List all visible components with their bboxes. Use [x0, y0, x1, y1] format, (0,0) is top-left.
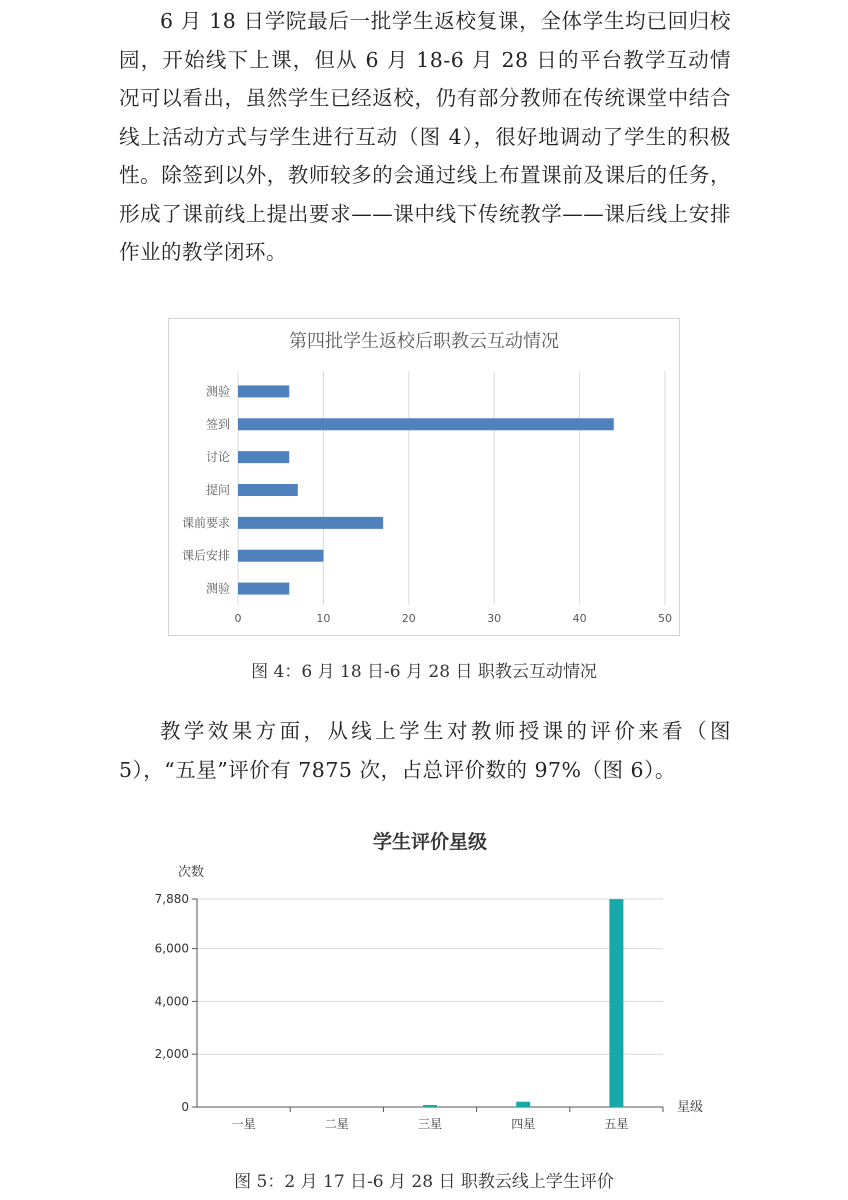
- y-axis-label: 次数: [178, 865, 205, 880]
- x-tick-label: 50: [658, 612, 672, 625]
- figure-4-caption: 图 4：6 月 18 日-6 月 28 日 职教云互动情况: [251, 662, 597, 682]
- bar: [609, 899, 623, 1107]
- bar: [238, 385, 289, 397]
- x-tick-label: 10: [316, 612, 331, 625]
- category-label: 四星: [511, 1117, 536, 1131]
- paragraph-2: 教学效果方面，从线上学生对教师授课的评价来看（图 5），“五星”评价有 7875 次，占总评价数的 97%（图 6）。: [119, 719, 731, 782]
- chart-title: 学生评价星级: [372, 831, 488, 853]
- x-axis-label: 星级: [677, 1100, 704, 1115]
- category-label: 提问: [205, 483, 230, 497]
- category-label: 课前要求: [181, 515, 230, 530]
- bar: [423, 1105, 437, 1107]
- figure-5-caption: 图 5：2 月 17 日-6 月 28 日 职教云线上学生评价: [234, 1172, 614, 1192]
- category-label: 签到: [205, 417, 230, 432]
- x-tick-label: 30: [487, 612, 502, 625]
- figure-4-chart: [168, 318, 680, 636]
- bar: [238, 583, 289, 595]
- interaction-bar-chart: [169, 319, 679, 635]
- chart-title: 第四批学生返校后职教云互动情况: [289, 331, 559, 352]
- y-tick-label: 4,000: [154, 994, 189, 1009]
- category-label: 一星: [231, 1117, 256, 1131]
- x-tick-label: 20: [401, 612, 416, 625]
- bar: [238, 517, 383, 529]
- rating-bar-chart: [150, 820, 710, 1140]
- bar: [238, 451, 289, 463]
- y-tick-label: 7,880: [154, 892, 189, 906]
- category-label: 测验: [205, 581, 230, 596]
- category-label: 测验: [205, 384, 230, 399]
- category-label: 讨论: [205, 450, 230, 465]
- y-tick-label: 0: [181, 1100, 189, 1114]
- x-tick-label: 40: [572, 612, 587, 625]
- x-tick-label: 0: [234, 612, 242, 625]
- y-tick-label: 6,000: [154, 941, 189, 956]
- bar: [238, 550, 323, 562]
- figure-5-chart: [150, 820, 710, 1140]
- category-label: 三星: [417, 1117, 443, 1131]
- y-tick-label: 2,000: [154, 1047, 189, 1062]
- paragraph-1: 6 月 18 日学院最后一批学生返校复课，全体学生均已回归校园，开始线下上课，但从 6 月 18-6 月 28 日的平台教学互动情况可以看出，虽然学生已经返校，仍有部分教师在传统课堂中结合线上活动方式与学生进行互动（图 4），很好地调动了学生的积极性。除签到以外，教师较多的会通过线上布置课前及课后的任务，形成了课前线上提出要求——课中线下传统教学——课后线上安排作业的教学闭环。: [119, 9, 731, 264]
- category-label: 二星: [324, 1117, 349, 1131]
- category-label: 课后安排: [181, 548, 230, 563]
- category-label: 五星: [604, 1117, 629, 1131]
- bar: [238, 484, 298, 496]
- bar: [516, 1102, 530, 1107]
- bar: [238, 418, 614, 430]
